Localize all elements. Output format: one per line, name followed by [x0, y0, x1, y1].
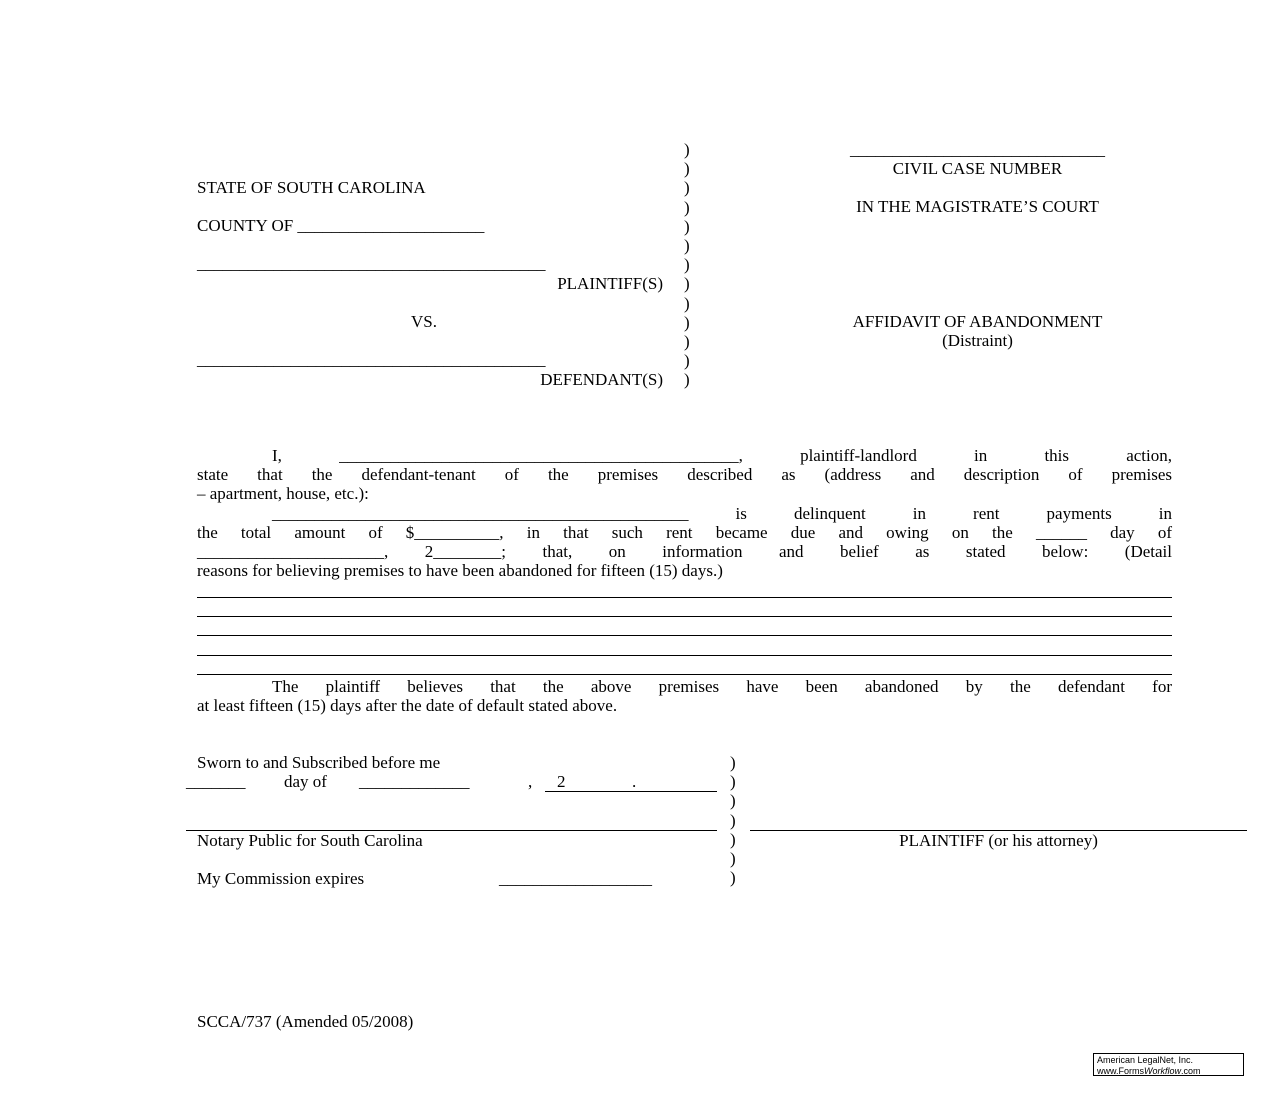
day-blank: _______ — [186, 772, 246, 791]
sworn-statement: Sworn to and Subscribed before me — [197, 753, 441, 772]
affidavit-paragraph — [197, 446, 1172, 580]
defendant-blank: _________________________________________ — [197, 350, 546, 369]
publisher-badge — [1093, 1053, 1244, 1076]
detail-line — [197, 616, 1172, 617]
form-subtitle: (Distraint) — [942, 331, 1013, 350]
commission-label: My Commission expires — [197, 869, 365, 888]
detail-line — [197, 635, 1172, 636]
county-field: COUNTY OF ______________________ — [197, 216, 485, 235]
form-id: SCCA/737 (Amended 05/2008) — [197, 1012, 414, 1031]
caption-bracket: ) ) ) ) ) ) ) ) ) ) ) ) ) — [684, 140, 690, 390]
court-heading: IN THE MAGISTRATE’S COURT — [856, 197, 1099, 216]
paragraph-line: the total amount of $__________, in that such rent became due and owing on the ______ day of — [197, 522, 1172, 542]
year-prefix: 2 — [557, 772, 566, 791]
year-underline — [545, 791, 717, 792]
date-period: . — [632, 772, 637, 791]
detail-line — [197, 655, 1172, 656]
publisher-name: American LegalNet, Inc. — [1097, 1055, 1194, 1065]
notary-label: Notary Public for South Carolina — [197, 831, 423, 850]
detail-line — [197, 597, 1172, 598]
defendant-label: DEFENDANT(S) — [540, 370, 663, 389]
paragraph-line: at least fifteen (15) days after the date of default stated above. — [197, 696, 618, 716]
paragraph-line: I, _______________________________________________, plaintiff-landlord in this action, — [272, 446, 1173, 465]
signature-bracket: ) ) ) ) ) ) ) — [730, 753, 736, 888]
paragraph-line: _________________________________________________ is delinquent in rent payments in — [272, 503, 1172, 523]
date-comma: , — [528, 772, 533, 791]
paragraph-line: ______________________, 2________; that, on information and belief as stated below: (Detail — [197, 542, 1172, 562]
month-blank: _____________ — [359, 772, 470, 791]
form-title: AFFIDAVIT OF ABANDONMENT — [852, 312, 1103, 331]
belief-paragraph — [197, 677, 1172, 715]
plaintiff-label: PLAINTIFF(S) — [557, 274, 663, 293]
paragraph-line: state that the defendant-tenant of the premises described as (address and description of premises — [197, 465, 1172, 485]
plaintiff-blank: _________________________________________ — [197, 254, 546, 273]
detail-line — [197, 674, 1172, 675]
case-number-blank: ______________________________ — [850, 140, 1105, 159]
plaintiff-signature-label: PLAINTIFF (or his attorney) — [899, 831, 1098, 850]
vs-label: VS. — [411, 312, 437, 331]
commission-blank: __________________ — [499, 869, 652, 888]
paragraph-line: The plaintiff believes that the above premises have been abandoned by the defendant for — [272, 677, 1172, 696]
publisher-url: www.FormsWorkflow.com — [1097, 1065, 1201, 1076]
case-number-label: CIVIL CASE NUMBER — [892, 159, 1063, 178]
paragraph-line: – apartment, house, etc.): — [197, 484, 369, 504]
day-of-label: day of — [284, 772, 327, 791]
paragraph-line: reasons for believing premises to have been abandoned for fifteen (15) days.) — [197, 561, 723, 581]
state-heading: STATE OF SOUTH CAROLINA — [197, 178, 426, 197]
